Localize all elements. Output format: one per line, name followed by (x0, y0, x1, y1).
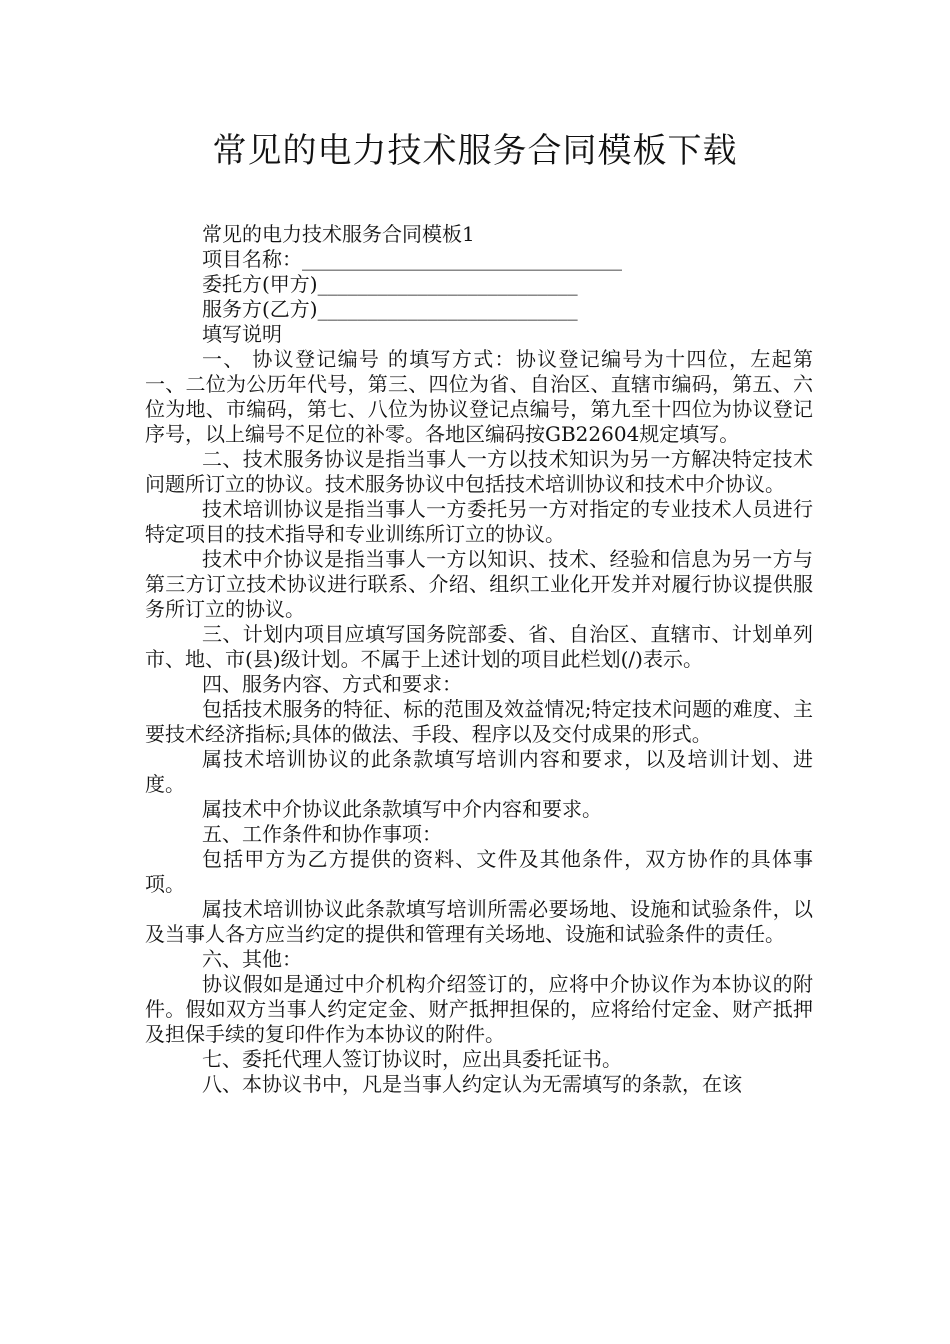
field-blank: __________________________ (317, 297, 578, 321)
paragraph: 属技术培训协议此条款填写培训所需必要场地、设施和试验条件，以及当事人各方应当约定的提供和管理有关场地、设施和试验条件的责任。 (145, 897, 813, 946)
field-label: 项目名称： (202, 247, 302, 271)
section-heading: 四、服务内容、方式和要求： (202, 672, 462, 696)
paragraph: 包括技术服务的特征、标的范围及效益情况;特定技术问题的难度、主要技术经济指标;具体的做法、手段、程序以及交付成果的形式。 (145, 697, 813, 746)
field-project-name (145, 247, 813, 272)
field-provider (145, 297, 813, 322)
paragraph: 技术培训协议是指当事人一方委托另一方对指定的专业技术人员进行特定项目的技术指导和专业训练所订立的协议。 (145, 497, 813, 546)
document-body (145, 222, 813, 1097)
paragraph: 一、 协议登记编号 的填写方式：协议登记编号为十四位，左起第一、二位为公历年代号，第三、四位为省、自治区、直辖市编码，第五、六位为地、市编码，第七、八位为协议登记点编号，第九至十四位为协议登记序号，以上编号不足位的补零。各地区编码按GB22604规定填写。 (145, 347, 813, 446)
document-title: 常见的电力技术服务合同模板下载 (212, 131, 738, 171)
field-label: 服务方(乙方) (202, 297, 318, 321)
field-label: 委托方(甲方) (202, 272, 318, 296)
paragraph: 八、本协议书中，凡是当事人约定认为无需填写的条款，在该 (202, 1072, 742, 1096)
field-client (145, 272, 813, 297)
paragraph: 属技术中介协议此条款填写中介内容和要求。 (202, 797, 602, 821)
paragraph: 二、技术服务协议是指当事人一方以技术知识为另一方解决特定技术问题所订立的协议。技术服务协议中包括技术培训协议和技术中介协议。 (145, 447, 813, 496)
instructions-heading: 填写说明 (202, 322, 282, 346)
field-blank: __________________________ (317, 272, 578, 296)
field-blank: ________________________________ (302, 247, 622, 271)
paragraph: 七、委托代理人签订协议时，应出具委托证书。 (202, 1047, 622, 1071)
paragraph: 协议假如是通过中介机构介绍签订的，应将中介协议作为本协议的附件。假如双方当事人约定定金、财产抵押担保的，应将给付定金、财产抵押及担保手续的复印件作为本协议的附件。 (145, 972, 813, 1046)
document-subtitle: 常见的电力技术服务合同模板1 (202, 222, 475, 246)
paragraph: 三、计划内项目应填写国务院部委、省、自治区、直辖市、计划单列市、地、市(县)级计划。不属于上述计划的项目此栏划(/)表示。 (145, 622, 813, 671)
section-heading: 五、工作条件和协作事项： (202, 822, 442, 846)
paragraph: 属技术培训协议的此条款填写培训内容和要求，以及培训计划、进度。 (145, 747, 813, 796)
paragraph: 技术中介协议是指当事人一方以知识、技术、经验和信息为另一方与第三方订立技术协议进行联系、介绍、组织工业化开发并对履行协议提供服务所订立的协议。 (145, 547, 813, 621)
section-heading: 六、其他： (202, 947, 302, 971)
paragraph: 包括甲方为乙方提供的资料、文件及其他条件，双方协作的具体事项。 (145, 847, 813, 896)
